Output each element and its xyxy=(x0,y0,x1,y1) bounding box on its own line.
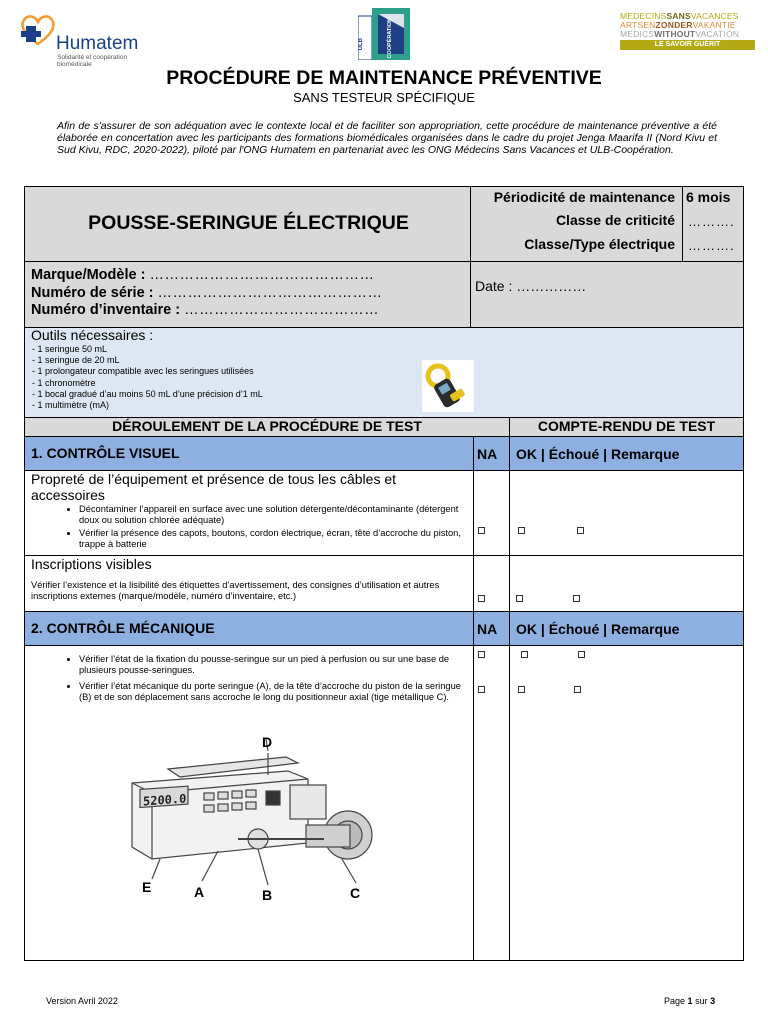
syringe-pump-figure xyxy=(118,735,380,907)
humatem-tagline: Solidarité et coopération biomédicale xyxy=(57,54,128,68)
serial-number-label: Numéro de série : xyxy=(31,285,154,301)
section2-item2-na-checkbox[interactable] xyxy=(478,686,485,693)
section2-title: 2. CONTRÔLE MÉCANIQUE xyxy=(31,620,215,636)
list-item: • Vérifier la présence des capots, boutons, cordon électrique, écran, tête d’accroche du piston, trappe à batterie xyxy=(79,528,469,550)
page-subtitle: SANS TESTEUR SPÉCIFIQUE xyxy=(293,90,475,105)
brand-model-line xyxy=(31,267,374,284)
section1-row2-ok-checkbox[interactable] xyxy=(516,595,523,602)
humatem-heart-icon xyxy=(18,10,58,50)
section1-row1-ok-checkbox[interactable] xyxy=(518,527,525,534)
tool-item: - 1 multimètre (mA) xyxy=(32,400,110,411)
page-indicator xyxy=(664,996,715,1006)
inventory-number-label: Numéro d’inventaire : xyxy=(31,302,181,318)
device-name: POUSSE-SERINGUE ÉLECTRIQUE xyxy=(88,212,409,234)
report-column-label: COMPTE-RENDU DE TEST xyxy=(537,418,716,434)
section2-item1-na-checkbox[interactable] xyxy=(478,651,485,658)
page-mid: sur xyxy=(695,996,708,1006)
page-total: 3 xyxy=(710,996,716,1006)
periodicity-value[interactable]: 6 mois xyxy=(686,189,731,205)
msv-line-1: MEDECINSSANSVACANCES xyxy=(620,11,739,21)
msv-line-2: ARTSENZONDERVAKANTIE xyxy=(620,20,736,30)
tool-item: - 1 prolongateur compatible avec les seringues utilisées xyxy=(32,366,254,377)
cleanliness-title: Propreté de l’équipement et présence de tous les câbles et accessoires xyxy=(31,471,397,503)
intro-paragraph: Afin de s'assurer de son adéquation avec le contexte local et de faciliter son appropriation, cette procédure de maintenance préventive a été élaborée en concertation avec les participants des formations biomédicales organisées dans le cadre du projet Jenga Maarifa II (Nord Kivu et Sud Kivu, RDC, 2020-2022), piloté par l'ONG Humatem en partenariat avec les ONG Médecins Sans Vacances et ULB-Coopération. xyxy=(57,120,717,157)
section1-row1-result xyxy=(509,470,744,556)
clamp-meter-image xyxy=(422,360,474,412)
tools-title: Outils nécessaires : xyxy=(31,327,154,343)
section2-na-label: NA xyxy=(477,621,498,637)
tools-list xyxy=(32,344,263,411)
date-field[interactable]: …………… xyxy=(516,278,587,294)
section2-item2-ok-checkbox[interactable] xyxy=(518,686,525,693)
section2-item1-ok-checkbox[interactable] xyxy=(521,651,528,658)
inscriptions-text: Vérifier l’existence et la lisibilité des étiquettes d’avertissement, des consignes d’utilisation et autres inscriptions externes (marque/modèle, numéro d’inventaire, etc.) xyxy=(31,580,440,601)
ulb-cooperation-logo xyxy=(358,8,410,60)
criticality-value[interactable]: ………. xyxy=(688,214,735,229)
tool-item: - 1 seringue de 20 mL xyxy=(32,355,120,366)
figure-label-d: D xyxy=(262,734,273,750)
electrical-class-value[interactable]: ………. xyxy=(688,238,735,253)
page-prefix: Page xyxy=(664,996,686,1006)
brand-model-field[interactable]: ……………………………………… xyxy=(149,267,375,283)
date-line xyxy=(475,278,586,294)
tool-item: - 1 chronomètre xyxy=(32,377,96,388)
mechanical-bullets xyxy=(29,654,469,705)
list-item: • Décontaminer l’appareil en surface avec une solution détergente/décontaminante (détergent doux ou solution chlorée adéquate) xyxy=(79,504,469,526)
cleanliness-bullets xyxy=(29,504,469,552)
cooperation-label: COOPÉRATION xyxy=(387,18,393,59)
section1-row1-na-checkbox[interactable] xyxy=(478,527,485,534)
syringe-pump-illustration xyxy=(118,735,380,907)
section1-row2-result xyxy=(509,555,744,612)
procedure-column-label: DÉROULEMENT DE LA PROCÉDURE DE TEST xyxy=(112,418,422,434)
section2-row-result xyxy=(509,645,744,961)
page-number: 1 xyxy=(687,996,693,1006)
page-title: PROCÉDURE DE MAINTENANCE PRÉVENTIVE xyxy=(166,67,602,89)
section1-title: 1. CONTRÔLE VISUEL xyxy=(31,445,180,461)
serial-number-field[interactable]: ……………………………………… xyxy=(157,285,383,301)
inscriptions-title: Inscriptions visibles xyxy=(31,556,152,572)
figure-label-a: A xyxy=(194,884,205,900)
brand-model-label: Marque/Modèle : xyxy=(31,267,146,283)
section2-result-label: OK | Échoué | Remarque xyxy=(516,621,680,637)
clamp-meter-icon xyxy=(422,360,474,412)
ulb-label: ULB xyxy=(358,38,364,51)
section2-item2-failed-checkbox[interactable] xyxy=(574,686,581,693)
list-item: • Vérifier l’état mécanique du porte seringue (A), de la tête d’accroche du piston de la seringue (B) et de son déplacement sans accroche le long du positionneur axial (tige métallique C). xyxy=(79,681,469,703)
figure-label-c: C xyxy=(350,885,361,901)
msv-logo xyxy=(620,12,755,50)
tool-item: - 1 bocal gradué d’au moins 50 mL d’une précision d’1 mL xyxy=(32,388,263,399)
section1-result-label: OK | Échoué | Remarque xyxy=(516,446,680,462)
section1-row2-na-checkbox[interactable] xyxy=(478,595,485,602)
tool-item: - 1 seringue 50 mL xyxy=(32,344,108,354)
electrical-class-label: Classe/Type électrique xyxy=(524,236,675,252)
serial-number-line xyxy=(31,285,383,302)
section1-row1-na xyxy=(473,470,510,556)
date-cell xyxy=(470,261,744,328)
section2-item1-failed-checkbox[interactable] xyxy=(578,651,585,658)
section1-row2-na xyxy=(473,555,510,612)
section1-row2-failed-checkbox[interactable] xyxy=(573,595,580,602)
criticality-label: Classe de criticité xyxy=(555,212,675,228)
msv-line-3: MEDICSWITHOUTVACATION xyxy=(620,29,740,39)
date-label: Date : xyxy=(475,278,513,294)
list-item: • Vérifier l’état de la fixation du pousse-seringue sur un pied à perfusion ou sur une base de plusieurs pousse-seringues. xyxy=(79,654,469,676)
humatem-name: Humatem xyxy=(56,33,139,54)
section1-na-label: NA xyxy=(477,446,498,462)
figure-label-e: E xyxy=(142,879,152,895)
inventory-number-field[interactable]: ………………………………… xyxy=(184,302,380,318)
msv-slogan: LE SAVOIR GUÉRIT xyxy=(620,40,755,50)
section1-row1-failed-checkbox[interactable] xyxy=(577,527,584,534)
inventory-number-line xyxy=(31,302,379,319)
figure-label-b: B xyxy=(262,887,273,903)
figure-display-readout: 5200.0 xyxy=(143,791,187,809)
periodicity-label: Périodicité de maintenance xyxy=(493,189,675,205)
version-label: Version Avril 2022 xyxy=(46,996,118,1006)
